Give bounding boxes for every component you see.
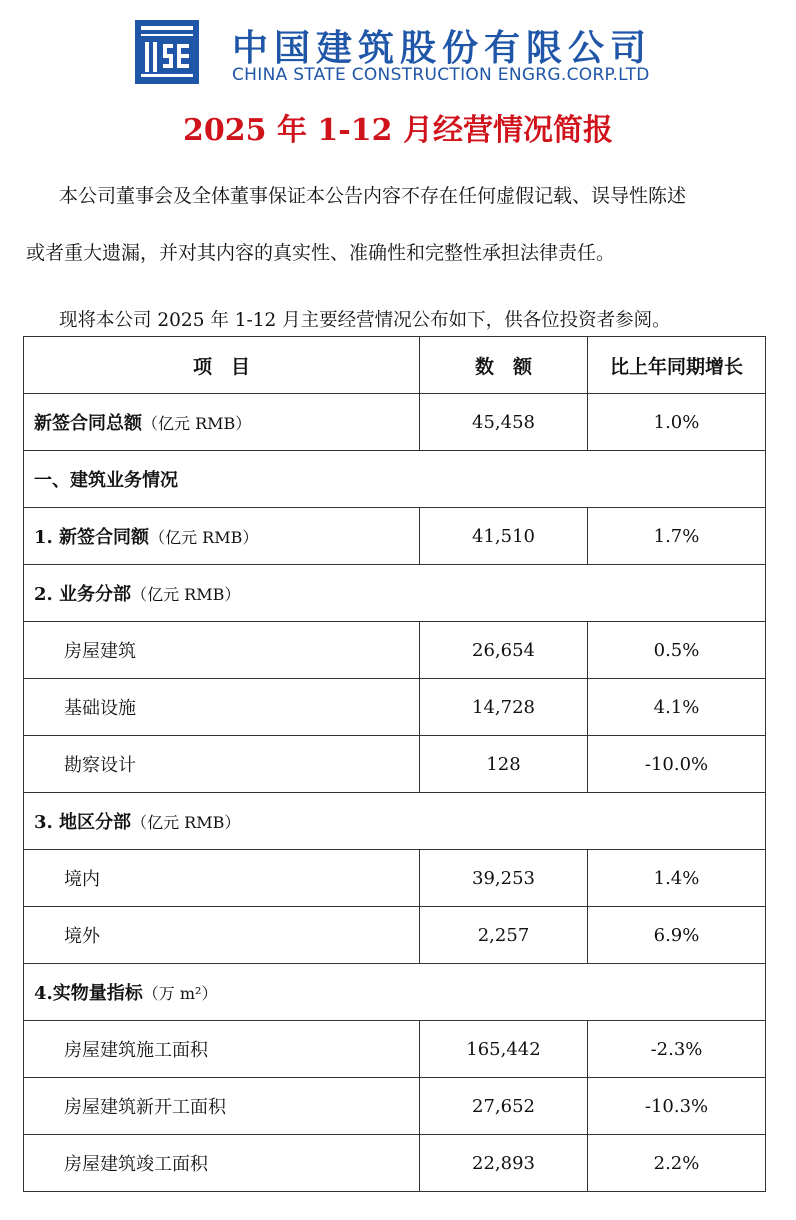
row-value: 14,728 [420, 679, 588, 736]
row-value: 45,458 [420, 394, 588, 451]
table-row [24, 1021, 766, 1078]
row-label: 一、建筑业务情况 [24, 451, 766, 508]
document-title: 2025 年 1-12 月经营情况简报 [183, 113, 613, 148]
row-value: 2,257 [420, 907, 588, 964]
table-row [24, 508, 766, 565]
row-growth: -2.3% [588, 1021, 766, 1078]
row-label: 基础设施 [24, 679, 420, 736]
row-label: 房屋建筑新开工面积 [24, 1078, 420, 1135]
row-label: 房屋建筑竣工面积 [24, 1135, 420, 1192]
table-row [24, 1078, 766, 1135]
row-value: 26,654 [420, 622, 588, 679]
table-section-row [24, 451, 766, 508]
row-growth: 2.2% [588, 1135, 766, 1192]
row-label: 4.实物量指标（万 m²） [24, 964, 766, 1021]
table-section-row [24, 793, 766, 850]
row-growth: 1.4% [588, 850, 766, 907]
company-logo [135, 20, 199, 84]
header-item: 项 目 [24, 337, 420, 394]
table-row [24, 622, 766, 679]
row-growth: -10.0% [588, 736, 766, 793]
row-value: 22,893 [420, 1135, 588, 1192]
row-label: 勘察设计 [24, 736, 420, 793]
intro-line-1: 本公司董事会及全体董事保证本公告内容不存在任何虚假记载、误导性陈述 [59, 185, 687, 207]
row-value: 27,652 [420, 1078, 588, 1135]
header-growth: 比上年同期增长 [588, 337, 766, 394]
row-growth: -10.3% [588, 1078, 766, 1135]
table-row [24, 394, 766, 451]
intro-line-3: 现将本公司 2025 年 1-12 月主要经营情况公布如下，供各位投资者参阅。 [59, 310, 671, 331]
intro-line-2: 或者重大遗漏，并对其内容的真实性、准确性和完整性承担法律责任。 [26, 242, 616, 264]
row-label: 新签合同总额（亿元 RMB） [24, 394, 420, 451]
row-growth: 4.1% [588, 679, 766, 736]
row-value: 39,253 [420, 850, 588, 907]
operations-table [23, 336, 766, 1192]
table-row [24, 736, 766, 793]
header-amount: 数 额 [420, 337, 588, 394]
row-value: 41,510 [420, 508, 588, 565]
company-name-cn: 中国建筑股份有限公司 [232, 28, 653, 69]
table-section-row [24, 964, 766, 1021]
row-label: 境内 [24, 850, 420, 907]
row-value: 128 [420, 736, 588, 793]
row-label: 3. 地区分部（亿元 RMB） [24, 793, 766, 850]
row-growth: 0.5% [588, 622, 766, 679]
table-header-row [24, 337, 766, 394]
row-label: 2. 业务分部（亿元 RMB） [24, 565, 766, 622]
table-row [24, 850, 766, 907]
row-growth: 6.9% [588, 907, 766, 964]
row-label: 房屋建筑施工面积 [24, 1021, 420, 1078]
table-row [24, 679, 766, 736]
table-row [24, 907, 766, 964]
row-label: 房屋建筑 [24, 622, 420, 679]
row-growth: 1.7% [588, 508, 766, 565]
table-row [24, 1135, 766, 1192]
row-growth: 1.0% [588, 394, 766, 451]
row-value: 165,442 [420, 1021, 588, 1078]
company-name-en: CHINA STATE CONSTRUCTION ENGRG.CORP.LTD [232, 65, 650, 85]
cscec-logo-icon [135, 20, 199, 84]
row-label: 1. 新签合同额（亿元 RMB） [24, 508, 420, 565]
row-label: 境外 [24, 907, 420, 964]
table-section-row [24, 565, 766, 622]
